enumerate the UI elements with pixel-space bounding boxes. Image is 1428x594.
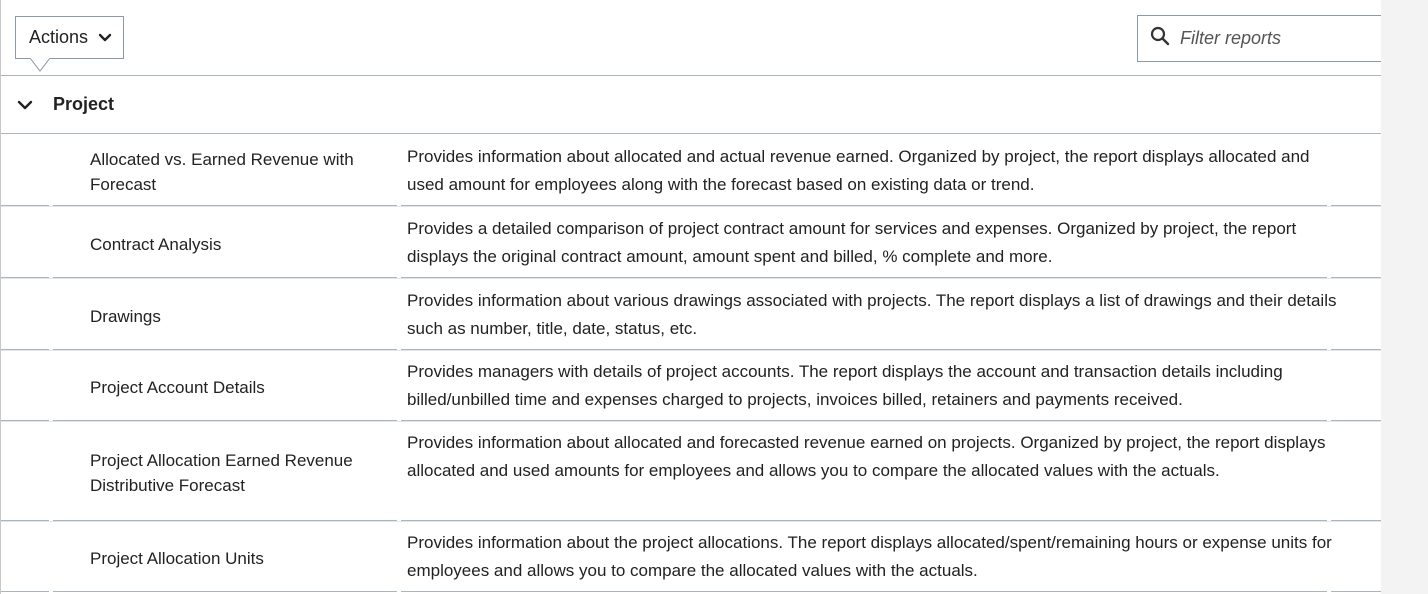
actions-pointer bbox=[30, 58, 50, 72]
report-row bbox=[1, 351, 1381, 421]
report-name[interactable]: Project Allocation Earned Revenue Distributive Forecast bbox=[90, 451, 353, 495]
report-name[interactable]: Project Account Details bbox=[90, 378, 265, 397]
search-icon bbox=[1150, 26, 1170, 51]
page-gutter bbox=[1380, 0, 1428, 594]
group-label: Project bbox=[53, 94, 115, 114]
report-description: Provides managers with details of project accounts. The report displays the account and transaction details including billed/unbilled time and expenses charged to projects, invoices billed, retainers and payments received. bbox=[407, 362, 1283, 409]
filter-reports-field[interactable] bbox=[1137, 15, 1381, 62]
chevron-down-icon[interactable] bbox=[17, 98, 33, 116]
report-row bbox=[1, 522, 1381, 592]
report-row bbox=[1, 207, 1381, 277]
report-name[interactable]: Drawings bbox=[90, 307, 161, 326]
actions-label: Actions bbox=[29, 27, 89, 47]
report-name[interactable]: Contract Analysis bbox=[90, 235, 222, 254]
actions-button[interactable] bbox=[15, 16, 124, 59]
filter-reports-input[interactable] bbox=[1178, 27, 1372, 50]
report-description: Provides a detailed comparison of project contract amount for services and expenses. Organized by project, the report displays the original contract amount, amount spent and billed, % complete and more. bbox=[407, 219, 1297, 266]
report-row bbox=[1, 422, 1381, 520]
row-divider bbox=[1, 591, 1381, 593]
report-name[interactable]: Project Allocation Units bbox=[90, 549, 264, 568]
chevron-down-icon bbox=[98, 33, 112, 43]
report-name[interactable]: Allocated vs. Earned Revenue with Forecast bbox=[90, 150, 354, 194]
group-header-project[interactable] bbox=[1, 76, 1381, 133]
report-description: Provides information about various drawings associated with projects. The report displays a list of drawings and their details such as number, title, date, status, etc. bbox=[407, 291, 1337, 338]
report-description: Provides information about allocated and forecasted revenue earned on projects. Organized by project, the report displays allocated and used amounts for employees and allows you to compare the allocated values with the actuals. bbox=[407, 433, 1326, 480]
report-description: Provides information about the project allocations. The report displays allocated/spent/remaining hours or expense units for employees and allows you to compare the allocated values with the actuals. bbox=[407, 533, 1332, 580]
report-row bbox=[1, 134, 1381, 206]
report-description: Provides information about allocated and actual revenue earned. Organized by project, the report displays allocated and used amount for employees along with the forecast based on existing data or trend. bbox=[407, 147, 1310, 194]
report-row bbox=[1, 279, 1381, 349]
